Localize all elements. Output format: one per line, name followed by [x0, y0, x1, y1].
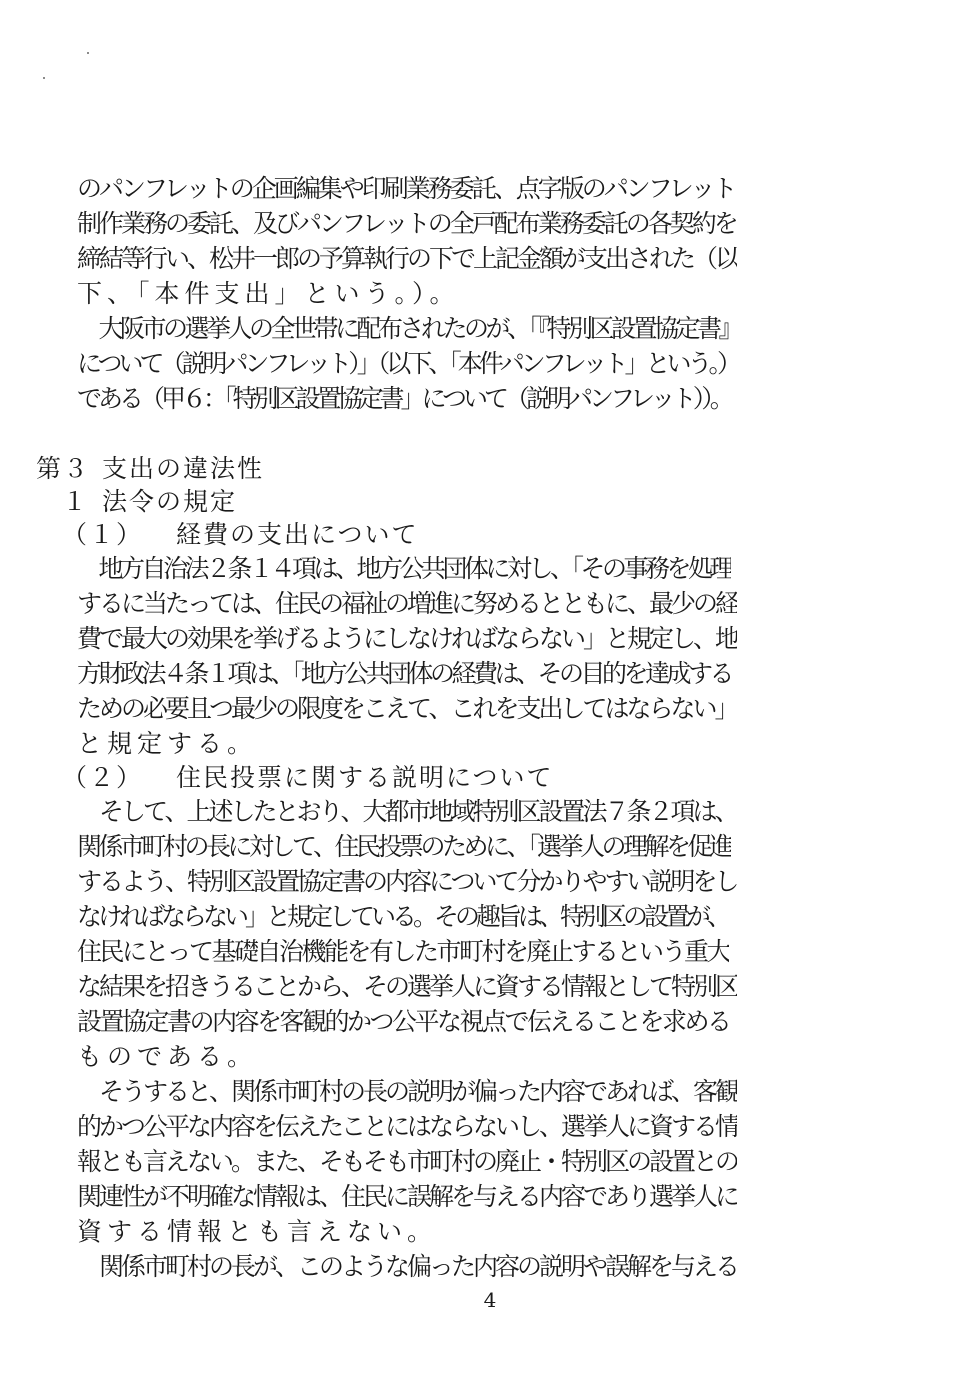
text-line: について（説明パンフレット）」（以下、「本件パンフレット」という。） [77, 349, 739, 378]
text-line: 下、「本件支出」という。）。 [77, 279, 460, 308]
text-line: 地方自治法２条１４項は、地方公共団体に対し、「その事務を処理 [77, 554, 732, 583]
item-number: （１） [62, 520, 144, 549]
item-title: 経費の支出について [176, 520, 419, 549]
text-line: するよう、特別区設置協定書の内容について分かりやすい説明をし [77, 867, 737, 896]
text-line: するに当たっては、住民の福祉の増進に努めるとともに、最少の経 [77, 589, 738, 618]
text-line: 的かつ公平な内容を伝えたことにはならないし、選挙人に資する情 [77, 1112, 738, 1141]
text-line: 関係市町村の長に対して、住民投票のために、「選挙人の理解を促進 [77, 832, 731, 861]
text-line: である（甲６：「特別区設置協定書」について（説明パンフレット））。 [77, 384, 731, 413]
text-line: 関連性が不明確な情報は、住民に誤解を与える内容であり選挙人に [77, 1182, 738, 1211]
text-line: 大阪市の選挙人の全世帯に配布されたのが、「『特別区設置協定書』 [77, 314, 741, 343]
text-line: そして、上述したとおり、大都市地域特別区設置法７条２項は、 [77, 797, 737, 826]
text-line: 締結等行い、松井一郎の予算執行の下で上記金額が支出された（以 [77, 244, 738, 273]
subsection-number: １ [62, 487, 90, 516]
text-line: な結果を招きうることから、その選挙人に資する情報として特別区 [77, 972, 738, 1001]
text-line: 資する情報とも言えない。 [77, 1217, 438, 1246]
text-line: ものである。 [77, 1042, 258, 1071]
scan-speck [87, 52, 89, 54]
text-line: 設置協定書の内容を客観的かつ公平な視点で伝えることを求める [77, 1007, 730, 1036]
text-line: 費で最大の効果を挙げるようにしなければならない」と規定し、地 [77, 624, 738, 653]
text-line: 住民にとって基礎自治機能を有した市町村を廃止するという重大 [77, 937, 730, 966]
text-line: 報とも言えない。また、そもそも市町村の廃止・特別区の設置との [77, 1147, 738, 1176]
text-line: 方財政法４条１項は、「地方公共団体の経費は、その目的を達成する [77, 659, 732, 688]
text-line: のパンフレットの企画編集や印刷業務委託、点字版のパンフレット [77, 174, 735, 203]
page-number: 4 [483, 1288, 497, 1312]
text-line: そうすると、関係市町村の長の説明が偏った内容であれば、客観 [77, 1077, 738, 1106]
text-line: 関係市町村の長が、このような偏った内容の説明や誤解を与える [77, 1252, 738, 1281]
subsection-title: 法令の規定 [102, 487, 238, 516]
text-line: と規定する。 [77, 729, 258, 758]
section-number: 第３ [36, 454, 91, 483]
scan-speck [43, 77, 45, 79]
item-number: （２） [62, 763, 144, 792]
item-title: 住民投票に関する説明について [176, 763, 554, 792]
text-line: 制作業務の委託、及びパンフレットの全戸配布業務委託の各契約を [77, 209, 736, 238]
text-line: なければならない」と規定している。その趣旨は、特別区の設置が、 [77, 902, 729, 931]
section-title: 支出の違法性 [102, 454, 265, 483]
text-line: ための必要且つ最少の限度をこえて、これを支出してはならない」 [77, 694, 737, 723]
